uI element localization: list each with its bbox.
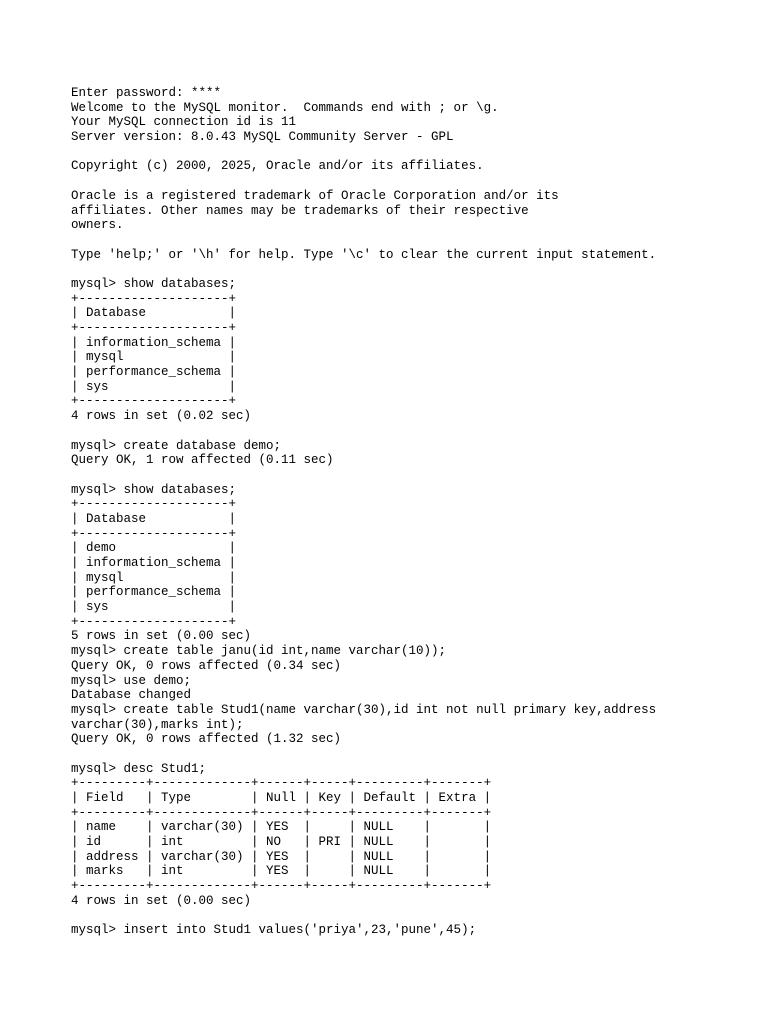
output-line: +---------+-------------+------+-----+---------+-------+ — [71, 879, 492, 894]
output-line: varchar(30),marks int); — [71, 717, 244, 732]
blank-line — [71, 145, 761, 160]
output-line: 4 rows in set (0.00 sec) — [71, 893, 252, 908]
command-line: mysql> create table Stud1(name varchar(30),id int not null primary key,address — [71, 702, 657, 717]
blank-line — [71, 174, 761, 189]
output-line: | id | int | NO | PRI | NULL | | — [71, 835, 492, 850]
output-line: | performance_schema | — [71, 585, 237, 600]
output-line: | address | varchar(30) | YES | | NULL | | — [71, 849, 492, 864]
output-line: | performance_schema | — [71, 365, 237, 380]
output-line: +---------+-------------+------+-----+---------+-------+ — [71, 805, 492, 820]
blank-line — [71, 424, 761, 439]
output-line: Oracle is a registered trademark of Oracle Corporation and/or its — [71, 188, 559, 203]
output-line: Enter password: **** — [71, 86, 222, 100]
output-line: owners. — [71, 218, 124, 233]
output-line: | mysql | — [71, 570, 237, 585]
command-line: mysql> show databases; — [71, 482, 237, 497]
output-line: | name | varchar(30) | YES | | NULL | | — [71, 820, 492, 835]
output-line: +--------------------+ — [71, 394, 237, 409]
output-line: Query OK, 0 rows affected (0.34 sec) — [71, 658, 342, 673]
output-line: Query OK, 1 row affected (0.11 sec) — [71, 453, 334, 468]
output-line: 5 rows in set (0.00 sec) — [71, 629, 252, 644]
command-line: mysql> use demo; — [71, 673, 192, 688]
output-line: Your MySQL connection id is 11 — [71, 115, 297, 130]
output-line: | demo | — [71, 541, 237, 556]
output-line: +--------------------+ — [71, 497, 237, 512]
command-line: mysql> create table janu(id int,name varchar(10)); — [71, 644, 447, 659]
output-line: Welcome to the MySQL monitor. Commands end with ; or \g. — [71, 100, 499, 115]
output-line: Query OK, 0 rows affected (1.32 sec) — [71, 732, 342, 747]
blank-line — [71, 262, 761, 277]
command-line: mysql> create database demo; — [71, 438, 282, 453]
output-line: | information_schema | — [71, 556, 237, 570]
blank-line — [71, 747, 761, 762]
output-line: +--------------------+ — [71, 321, 237, 335]
blank-line — [71, 909, 761, 924]
output-line: Copyright (c) 2000, 2025, Oracle and/or its affiliates. — [71, 159, 484, 174]
command-line: mysql> insert into Stud1 values('priya',23,'pune',45); — [71, 923, 477, 938]
output-line: | Database | — [71, 306, 237, 321]
output-line: Database changed — [71, 688, 192, 703]
output-line: 4 rows in set (0.02 sec) — [71, 409, 252, 424]
output-line: | information_schema | — [71, 335, 237, 350]
output-line: | mysql | — [71, 350, 237, 365]
output-line: affiliates. Other names may be trademarks of their respective — [71, 203, 529, 218]
output-line: | sys | — [71, 600, 237, 615]
command-line: mysql> show databases; — [71, 276, 237, 291]
output-line: +--------------------+ — [71, 526, 237, 541]
output-line: | marks | int | YES | | NULL | | — [71, 864, 492, 879]
output-line: | Field | Type | Null | Key | Default | Extra | — [71, 791, 492, 805]
output-line: +---------+-------------+------+-----+---------+-------+ — [71, 776, 492, 791]
output-line: Server version: 8.0.43 MySQL Community Server - GPL — [71, 130, 454, 145]
blank-line — [71, 233, 761, 248]
terminal-output — [71, 86, 761, 938]
output-line: Type 'help;' or '\h' for help. Type '\c' to clear the current input statement. — [71, 247, 657, 262]
output-line: | sys | — [71, 379, 237, 394]
command-line: mysql> desc Stud1; — [71, 761, 207, 776]
blank-line — [71, 468, 761, 483]
output-line: +--------------------+ — [71, 291, 237, 306]
output-line: | Database | — [71, 511, 237, 526]
output-line: +--------------------+ — [71, 614, 237, 629]
